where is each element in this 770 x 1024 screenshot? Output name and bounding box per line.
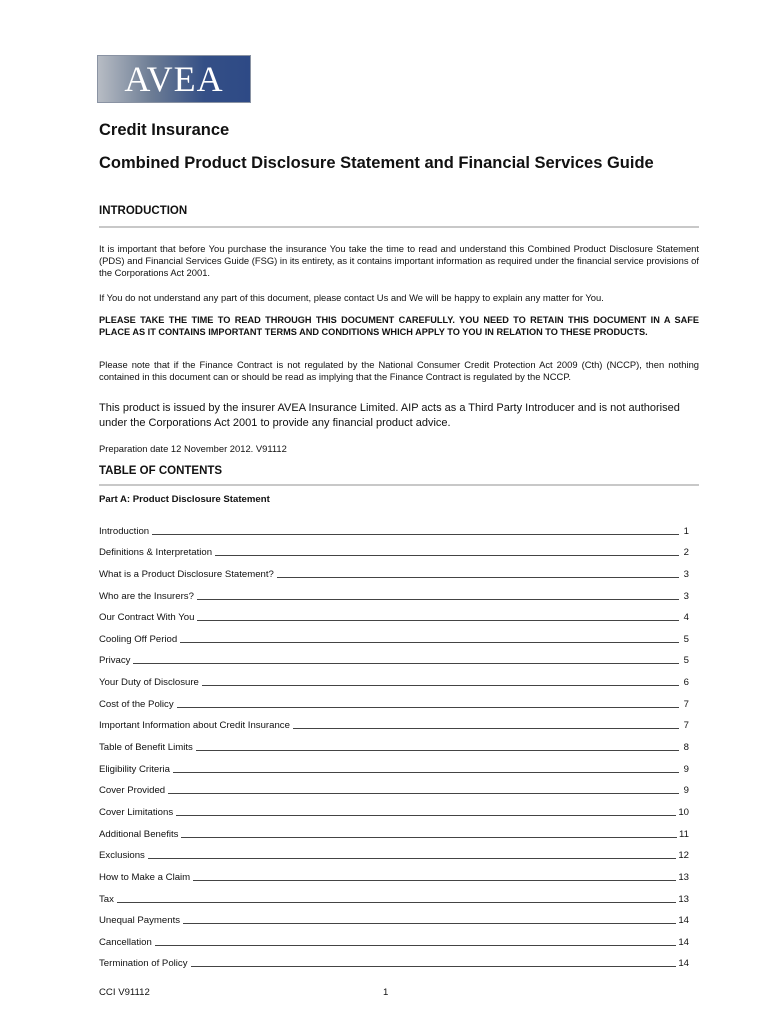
toc-leader-line: [117, 902, 676, 903]
toc-leader-line: [133, 663, 679, 664]
toc-entry-page: 3: [683, 568, 689, 580]
toc-row[interactable]: [99, 753, 689, 775]
toc-row[interactable]: [99, 558, 689, 580]
toc-entry-label: Termination of Policy: [99, 958, 188, 970]
toc-entry-label: Your Duty of Disclosure: [99, 677, 199, 689]
intro-paragraph-2: If You do not understand any part of this document, please contact Us and We will be happy to explain any matter for You.: [99, 292, 604, 303]
intro-paragraph-nccp: Please note that if the Finance Contract is not regulated by the National Consumer Credit Protection Act 2009 (Cth) (NCCP), then nothing contained in this document can or should be read as implying that the Finance Contract is regulated by the NCCP.: [99, 359, 699, 382]
toc-entry-page: 8: [683, 742, 689, 754]
table-of-contents: [99, 515, 689, 969]
toc-entry-page: 3: [683, 590, 689, 602]
toc-row[interactable]: [99, 948, 689, 970]
toc-entry-label: Our Contract With You: [99, 612, 195, 624]
toc-entry-page: 14: [678, 936, 689, 948]
toc-row[interactable]: [99, 710, 689, 732]
toc-row[interactable]: [99, 623, 689, 645]
toc-leader-line: [215, 555, 679, 556]
toc-entry-label: Eligibility Criteria: [99, 763, 170, 775]
toc-entry-label: Cover Limitations: [99, 806, 174, 818]
toc-leader-line: [183, 923, 676, 924]
toc-leader-line: [277, 577, 679, 578]
toc-leader-line: [152, 534, 679, 535]
toc-leader-line: [173, 772, 679, 773]
toc-leader-line: [181, 837, 677, 838]
toc-entry-label: Tax: [99, 893, 114, 905]
toc-entry-label: Cover Provided: [99, 785, 166, 797]
toc-entry-label: What is a Product Disclosure Statement?: [99, 568, 274, 580]
toc-leader-line: [148, 858, 676, 859]
toc-row[interactable]: [99, 775, 689, 797]
intro-paragraph-1: It is important that before You purchase the insurance You take the time to read and understand this Combined Product Disclosure Statement (PDS) and Financial Services Guide (FSG) in its entirety, as it contains important information as required under the financial service provisions of the Corporations Act 2001.: [99, 243, 699, 278]
toc-entry-page: 12: [678, 850, 689, 862]
toc-leader-line: [196, 750, 679, 751]
toc-divider: [99, 484, 699, 486]
toc-part-a-label: Part A: Product Disclosure Statement: [99, 494, 270, 505]
toc-leader-line: [197, 599, 679, 600]
toc-entry-label: Important Information about Credit Insurance: [99, 720, 290, 732]
toc-leader-line: [168, 793, 679, 794]
toc-entry-page: 4: [683, 612, 689, 624]
toc-entry-label: Cooling Off Period: [99, 633, 178, 645]
toc-entry-page: 14: [678, 915, 689, 927]
toc-heading: TABLE OF CONTENTS: [99, 465, 223, 477]
toc-row[interactable]: [99, 666, 689, 688]
avea-logo: [97, 55, 251, 103]
toc-leader-line: [191, 966, 677, 967]
toc-entry-page: 13: [678, 893, 689, 905]
preparation-date: Preparation date 12 November 2012. V91112: [99, 443, 287, 454]
toc-entry-page: 10: [678, 806, 689, 818]
toc-row[interactable]: [99, 818, 689, 840]
toc-entry-label: Privacy: [99, 655, 131, 667]
toc-row[interactable]: [99, 796, 689, 818]
toc-row[interactable]: [99, 580, 689, 602]
introduction-divider: [99, 226, 699, 228]
toc-entry-page: 13: [678, 871, 689, 883]
toc-row[interactable]: [99, 861, 689, 883]
document-subtitle: Combined Product Disclosure Statement and Financial Services Guide: [99, 154, 654, 172]
toc-leader-line: [202, 685, 679, 686]
toc-leader-line: [177, 707, 679, 708]
toc-entry-label: Unequal Payments: [99, 915, 181, 927]
toc-entry-page: 7: [683, 698, 689, 710]
toc-entry-label: Cancellation: [99, 936, 152, 948]
toc-entry-page: 5: [683, 655, 689, 667]
toc-leader-line: [180, 642, 679, 643]
toc-row[interactable]: [99, 883, 689, 905]
toc-entry-label: Exclusions: [99, 850, 145, 862]
toc-entry-page: 11: [679, 828, 689, 840]
toc-entry-label: Definitions & Interpretation: [99, 547, 213, 559]
toc-entry-label: How to Make a Claim: [99, 871, 191, 883]
logo-text: AVEA: [124, 59, 224, 99]
toc-entry-label: Cost of the Policy: [99, 698, 174, 710]
toc-row[interactable]: [99, 515, 689, 537]
toc-entry-label: Table of Benefit Limits: [99, 742, 193, 754]
toc-entry-page: 14: [678, 958, 689, 970]
toc-entry-page: 7: [683, 720, 689, 732]
toc-entry-label: Who are the Insurers?: [99, 590, 194, 602]
toc-leader-line: [155, 945, 677, 946]
toc-row[interactable]: [99, 688, 689, 710]
toc-entry-page: 2: [683, 547, 689, 559]
toc-entry-label: Additional Benefits: [99, 828, 179, 840]
toc-entry-page: 5: [683, 633, 689, 645]
intro-issuer-paragraph: This product is issued by the insurer AVEA Insurance Limited. AIP acts as a Third Party Introducer and is not authorised under the Corporations Act 2001 to provide any financial product advice.: [99, 402, 680, 429]
toc-row[interactable]: [99, 905, 689, 927]
toc-entry-page: 9: [683, 763, 689, 775]
toc-entry-page: 6: [683, 677, 689, 689]
toc-leader-line: [293, 728, 679, 729]
toc-row[interactable]: [99, 926, 689, 948]
toc-row[interactable]: [99, 537, 689, 559]
toc-row[interactable]: [99, 840, 689, 862]
toc-leader-line: [197, 620, 679, 621]
footer-page-number: 1: [383, 987, 389, 998]
toc-row[interactable]: [99, 645, 689, 667]
toc-row[interactable]: [99, 731, 689, 753]
intro-warning-paragraph: PLEASE TAKE THE TIME TO READ THROUGH THIS DOCUMENT CAREFULLY. YOU NEED TO RETAIN THIS DOCUMENT IN A SAFE PLACE AS IT CONTAINS IMPORTANT TERMS AND CONDITIONS WHICH APPLY TO YOU IN RELATION TO THESE PRODUCTS.: [99, 315, 699, 337]
toc-entry-label: Introduction: [99, 525, 150, 537]
document-title: Credit Insurance: [99, 121, 230, 139]
toc-leader-line: [176, 815, 676, 816]
toc-entry-page: 1: [683, 525, 689, 537]
introduction-heading: INTRODUCTION: [99, 205, 188, 217]
footer-document-code: CCI V91112: [99, 987, 150, 998]
toc-row[interactable]: [99, 602, 689, 624]
toc-leader-line: [193, 880, 676, 881]
toc-entry-page: 9: [683, 785, 689, 797]
